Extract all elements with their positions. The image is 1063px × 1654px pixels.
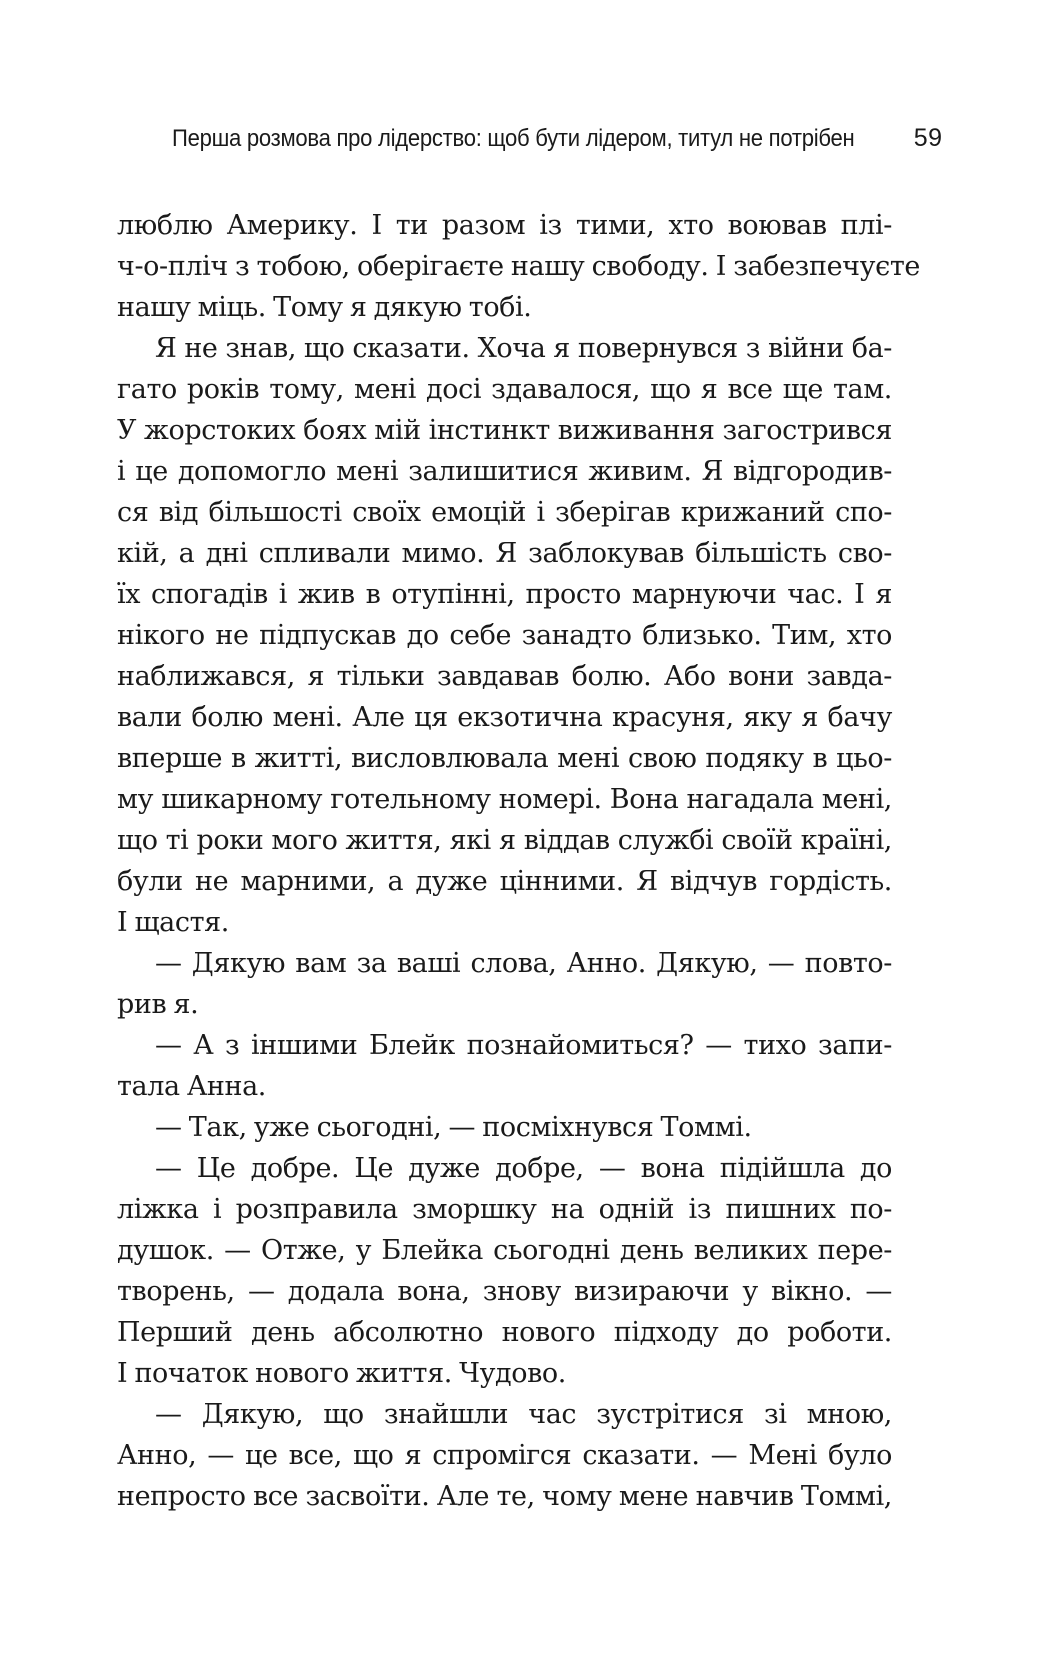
text-line: були не марними, а дуже цінними. Я відчув гордість. xyxy=(117,866,892,897)
text-line: — А з іншими Блейк познайомиться? — тихо запи- xyxy=(155,1030,892,1061)
text-line: люблю Америку. І ти разом із тими, хто воював плі- xyxy=(117,210,892,241)
text-line: ся від більшості своїх емоцій і зберігав крижаний спо- xyxy=(117,497,892,528)
text-line: вали болю мені. Але ця екзотична красуня, яку я бачу xyxy=(117,702,892,733)
text-line: Перший день абсолютно нового підходу до роботи. xyxy=(117,1317,892,1348)
text-line: — Дякую вам за ваші слова, Анно. Дякую, — повто- xyxy=(155,948,892,979)
text-line: вперше в житті, висловлювала мені свою подяку в цьо- xyxy=(117,743,892,774)
text-line: наближався, я тільки завдавав болю. Або вони завда- xyxy=(117,661,892,692)
chapter-title: Перша розмова про лідерство: щоб бути лідером, титул не потрібен xyxy=(172,125,855,152)
text-line: нашу міць. Тому я дякую тобі. xyxy=(117,292,532,323)
text-line: І початок нового життя. Чудово. xyxy=(117,1358,566,1389)
text-line: му шикарному готельному номері. Вона нагадала мені, xyxy=(117,784,892,815)
text-line: Я не знав, що сказати. Хоча я повернувся з війни ба- xyxy=(155,333,892,364)
text-line: нікого не підпускав до себе занадто близько. Тим, хто xyxy=(117,620,892,651)
text-line: ч-о-пліч з тобою, оберігаєте нашу свободу. І забезпечуєте xyxy=(117,251,920,282)
text-line: — Дякую, що знайшли час зустрітися зі мною, xyxy=(155,1399,892,1430)
body-text xyxy=(117,205,920,1517)
text-line: що ті роки мого життя, які я віддав службі своїй країні, xyxy=(117,825,892,856)
text-line: — Так, уже сьогодні, — посміхнувся Томмі. xyxy=(155,1112,752,1143)
text-line: і це допомогло мені залишитися живим. Я відгородив- xyxy=(117,456,892,487)
text-line: їх спогадів і жив в отупінні, просто марнуючи час. І я xyxy=(117,579,892,610)
text-line: душок. — Отже, у Блейка сьогодні день великих пере- xyxy=(117,1235,892,1266)
text-line: непросто все засвоїти. Але те, чому мене навчив Томмі, xyxy=(117,1481,892,1512)
running-head xyxy=(117,124,943,158)
text-line: ліжка і розправила зморшку на одній із пишних по- xyxy=(117,1194,892,1225)
text-line: — Це добре. Це дуже добре, — вона підійшла до xyxy=(155,1153,892,1184)
text-line: Анно, — це все, що я спромігся сказати. — Мені було xyxy=(117,1440,892,1471)
text-line: кій, а дні спливали мимо. Я заблокував більшість сво- xyxy=(117,538,892,569)
text-line: рив я. xyxy=(117,989,199,1020)
text-line: гато років тому, мені досі здавалося, що я все ще там. xyxy=(117,374,892,405)
text-line: І щастя. xyxy=(117,907,229,938)
page-number: 59 xyxy=(913,124,943,152)
text-line: тала Анна. xyxy=(117,1071,266,1102)
text-line: У жорстоких боях мій інстинкт виживання загострився xyxy=(117,415,892,446)
text-line: творень, — додала вона, знову визираючи у вікно. — xyxy=(117,1276,892,1307)
